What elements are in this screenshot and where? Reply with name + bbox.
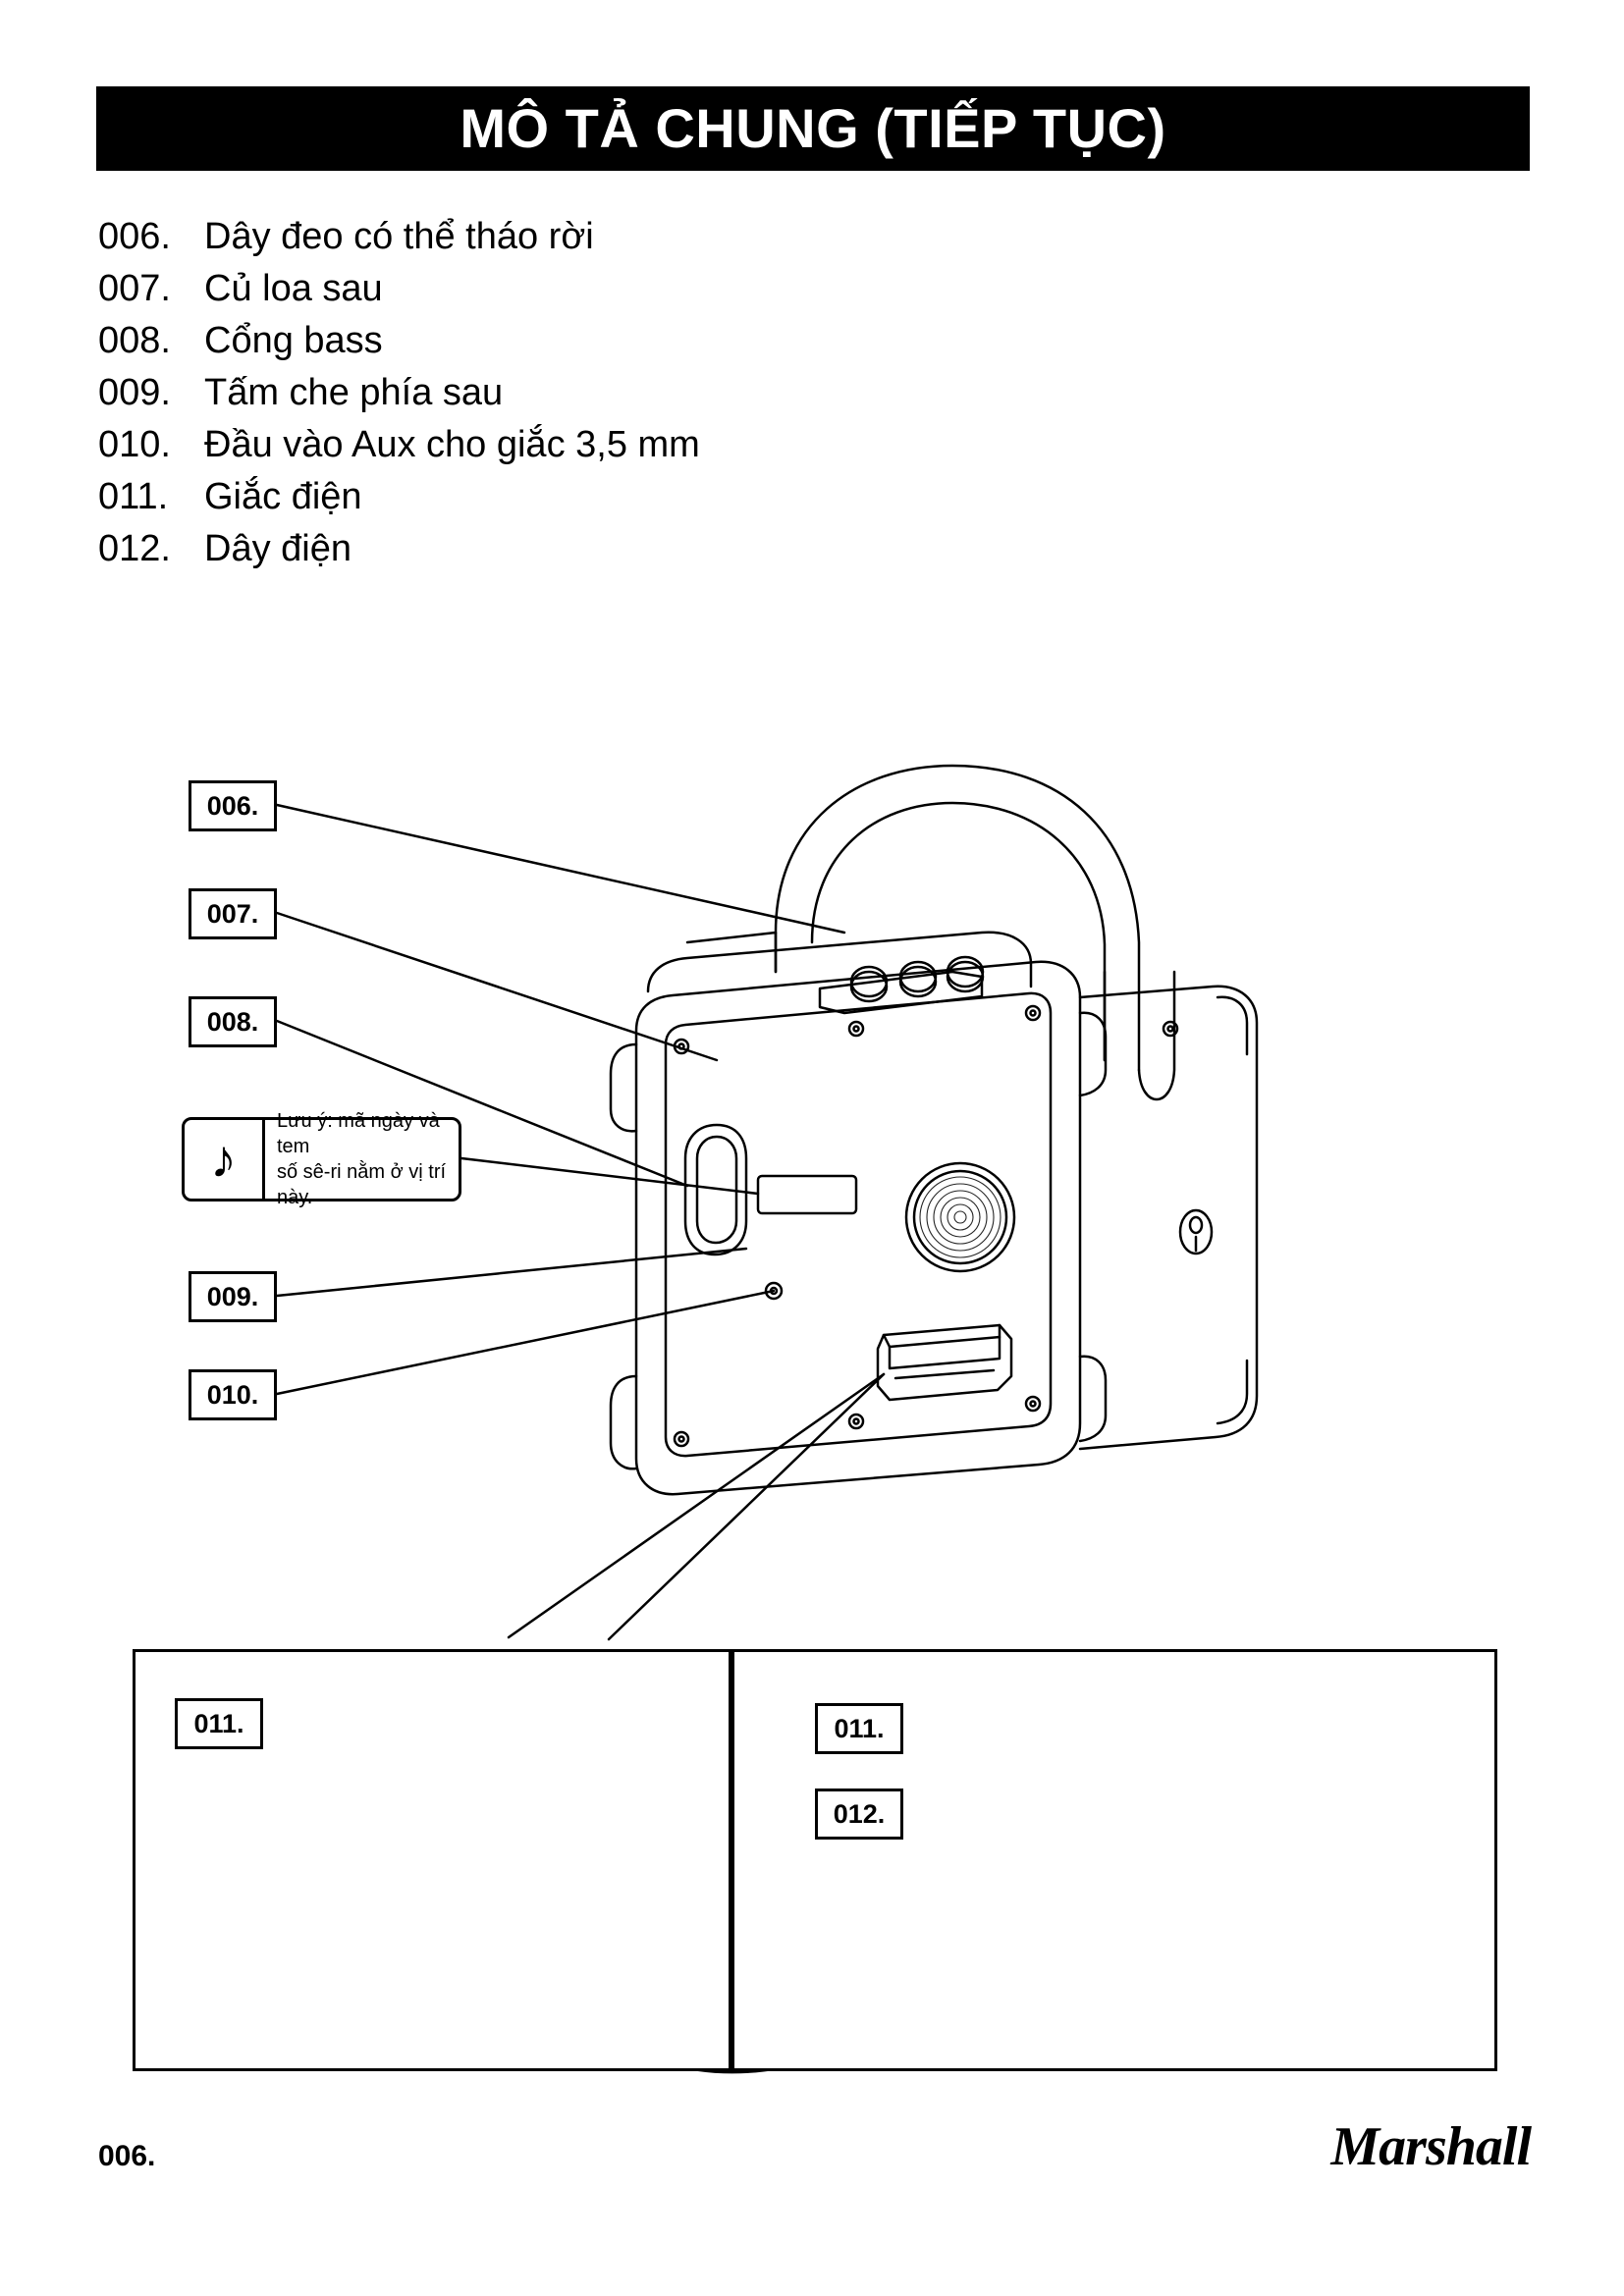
note-line-1: Lưu ý: mã ngày và tem (277, 1110, 440, 1157)
callout-008-label: 008. (206, 1006, 259, 1037)
list-item (98, 471, 1276, 523)
callout-011-right-label: 011. (834, 1713, 885, 1743)
page-title: MÔ TẢ CHUNG (TIẾP TỤC) (460, 97, 1166, 159)
list-item (98, 419, 1276, 471)
list-item-label: Tấm che phía sau (204, 372, 504, 413)
callout-012 (815, 1789, 903, 1840)
page-number: 006. (98, 2140, 156, 2172)
callout-010-label: 010. (206, 1379, 259, 1410)
callout-011-left (175, 1698, 263, 1749)
list-item-number: 010. (98, 424, 171, 465)
callout-007 (189, 888, 277, 939)
list-item-label: Dây đeo có thể tháo rời (204, 216, 594, 257)
callout-006 (189, 780, 277, 831)
callout-008 (189, 996, 277, 1047)
callout-007-label: 007. (206, 898, 259, 929)
note-line-2: số sê-ri nằm ở vị trí này. (277, 1161, 447, 1208)
callout-012-label: 012. (833, 1798, 886, 1829)
list-item-number: 006. (98, 216, 171, 257)
list-item (98, 367, 1276, 419)
list-item-number: 009. (98, 372, 171, 413)
list-item (98, 315, 1276, 367)
callout-009-label: 009. (206, 1281, 259, 1311)
list-item-label: Đầu vào Aux cho giắc 3,5 mm (204, 424, 700, 465)
list-item-label: Dây điện (204, 528, 352, 569)
callout-010 (189, 1369, 277, 1420)
callout-011-left-label: 011. (193, 1708, 244, 1738)
brand-logo: Marshall (1330, 2116, 1531, 2177)
list-item (98, 523, 1276, 575)
list-item-label: Củ loa sau (204, 268, 383, 309)
list-item (98, 263, 1276, 315)
list-item (98, 211, 1276, 263)
list-item-number: 008. (98, 320, 171, 361)
callout-011-right (815, 1703, 903, 1754)
list-item-number: 007. (98, 268, 171, 309)
serial-number-note-text (265, 1108, 459, 1210)
callout-006-label: 006. (206, 790, 259, 821)
list-item-number: 012. (98, 528, 171, 569)
list-item-label: Giắc điện (204, 476, 362, 517)
product-diagram (98, 648, 1532, 2091)
serial-number-note (182, 1110, 461, 1208)
list-item-label: Cổng bass (204, 320, 383, 361)
feature-list (98, 211, 1276, 575)
page-header-bar (96, 86, 1530, 171)
list-item-number: 011. (98, 476, 169, 517)
music-note-icon: ♪ (185, 1120, 265, 1199)
callout-009 (189, 1271, 277, 1322)
